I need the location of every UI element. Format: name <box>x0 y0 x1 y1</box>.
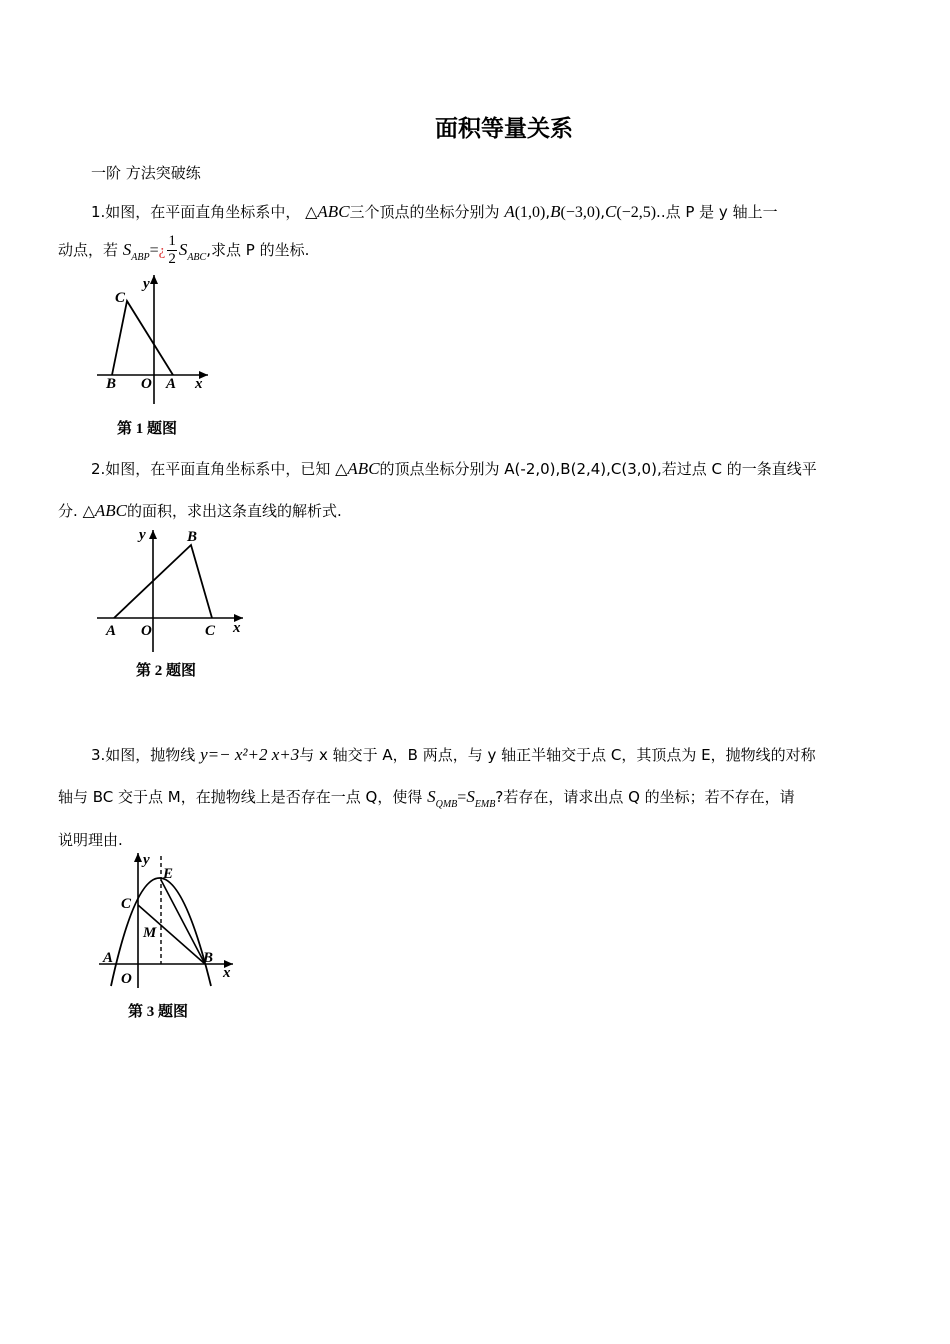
q2-line-2: 分. △ABC的面积，求出这条直线的解析式. <box>58 501 342 520</box>
label-y: y <box>143 852 150 868</box>
q1-line-1: 1.如图，在平面直角坐标系中， △ABC三个顶点的坐标分别为 A(1,0),B(−3,0),C(−2,5)..点 P 是 y 轴上一 <box>91 202 778 221</box>
q3-line-2: 轴与 BC 交于点 M，在抛物线上是否存在一点 Q，使得 $S_{QMB}=S_{EMB}$?若存在，请求出点 Q 的坐标；若不存在，请 <box>58 787 795 810</box>
y-axis-arrow <box>134 853 142 862</box>
triangle-abc <box>112 301 173 375</box>
q1-figure <box>95 272 225 442</box>
q1-line-2: 动点，若 $S_{ABP}=¿$ $\frac{1}{2}$ $S_{ABC}$,求点 P 的坐标. <box>58 233 310 267</box>
label-b: B <box>187 529 198 545</box>
label-o: O <box>121 971 132 987</box>
label-a: A <box>103 950 114 966</box>
label-c: C <box>115 290 126 306</box>
y-axis-arrow <box>149 530 157 539</box>
label-c: C <box>205 623 216 639</box>
page-title: 面积等量关系 <box>435 116 573 142</box>
label-o: O <box>141 376 152 392</box>
label-y: y <box>139 527 146 543</box>
q2-figure <box>95 525 255 685</box>
segment-eb <box>161 880 205 964</box>
fraction-one-half: $\frac{1}{2}$ <box>168 233 176 267</box>
triangle-abc <box>114 545 212 618</box>
label-b: B <box>106 376 117 392</box>
label-a: A <box>166 376 177 392</box>
y-axis-arrow <box>150 275 158 284</box>
label-m: M <box>143 925 157 941</box>
label-a: A <box>106 623 117 639</box>
q1-caption: 第 1 题图 <box>117 421 178 437</box>
label-b: B <box>203 950 214 966</box>
q3-line-3: 说明理由. <box>58 831 123 849</box>
label-c: C <box>121 896 132 912</box>
label-x: x <box>233 620 241 636</box>
label-e: E <box>163 866 174 882</box>
label-y: y <box>143 276 150 292</box>
q3-caption: 第 3 题图 <box>128 1004 189 1020</box>
label-x: x <box>195 376 203 392</box>
q3-line-1: 3.如图，抛物线 y=− x²+2 x+3与 x 轴交于 A，B 两点，与 y 轴正半轴交于点 C，其顶点为 E，抛物线的对称 <box>91 745 816 764</box>
q2-caption: 第 2 题图 <box>136 663 197 679</box>
q2-line-1: 2.如图，在平面直角坐标系中，已知 △ABC的顶点坐标分别为 A(-2,0),B(2,4),C(3,0),若过点 C 的一条直线平 <box>91 459 817 478</box>
label-o: O <box>141 623 152 639</box>
label-x: x <box>223 965 231 981</box>
q3-figure <box>95 848 245 1023</box>
section-heading: 一阶 方法突破练 <box>91 164 201 182</box>
